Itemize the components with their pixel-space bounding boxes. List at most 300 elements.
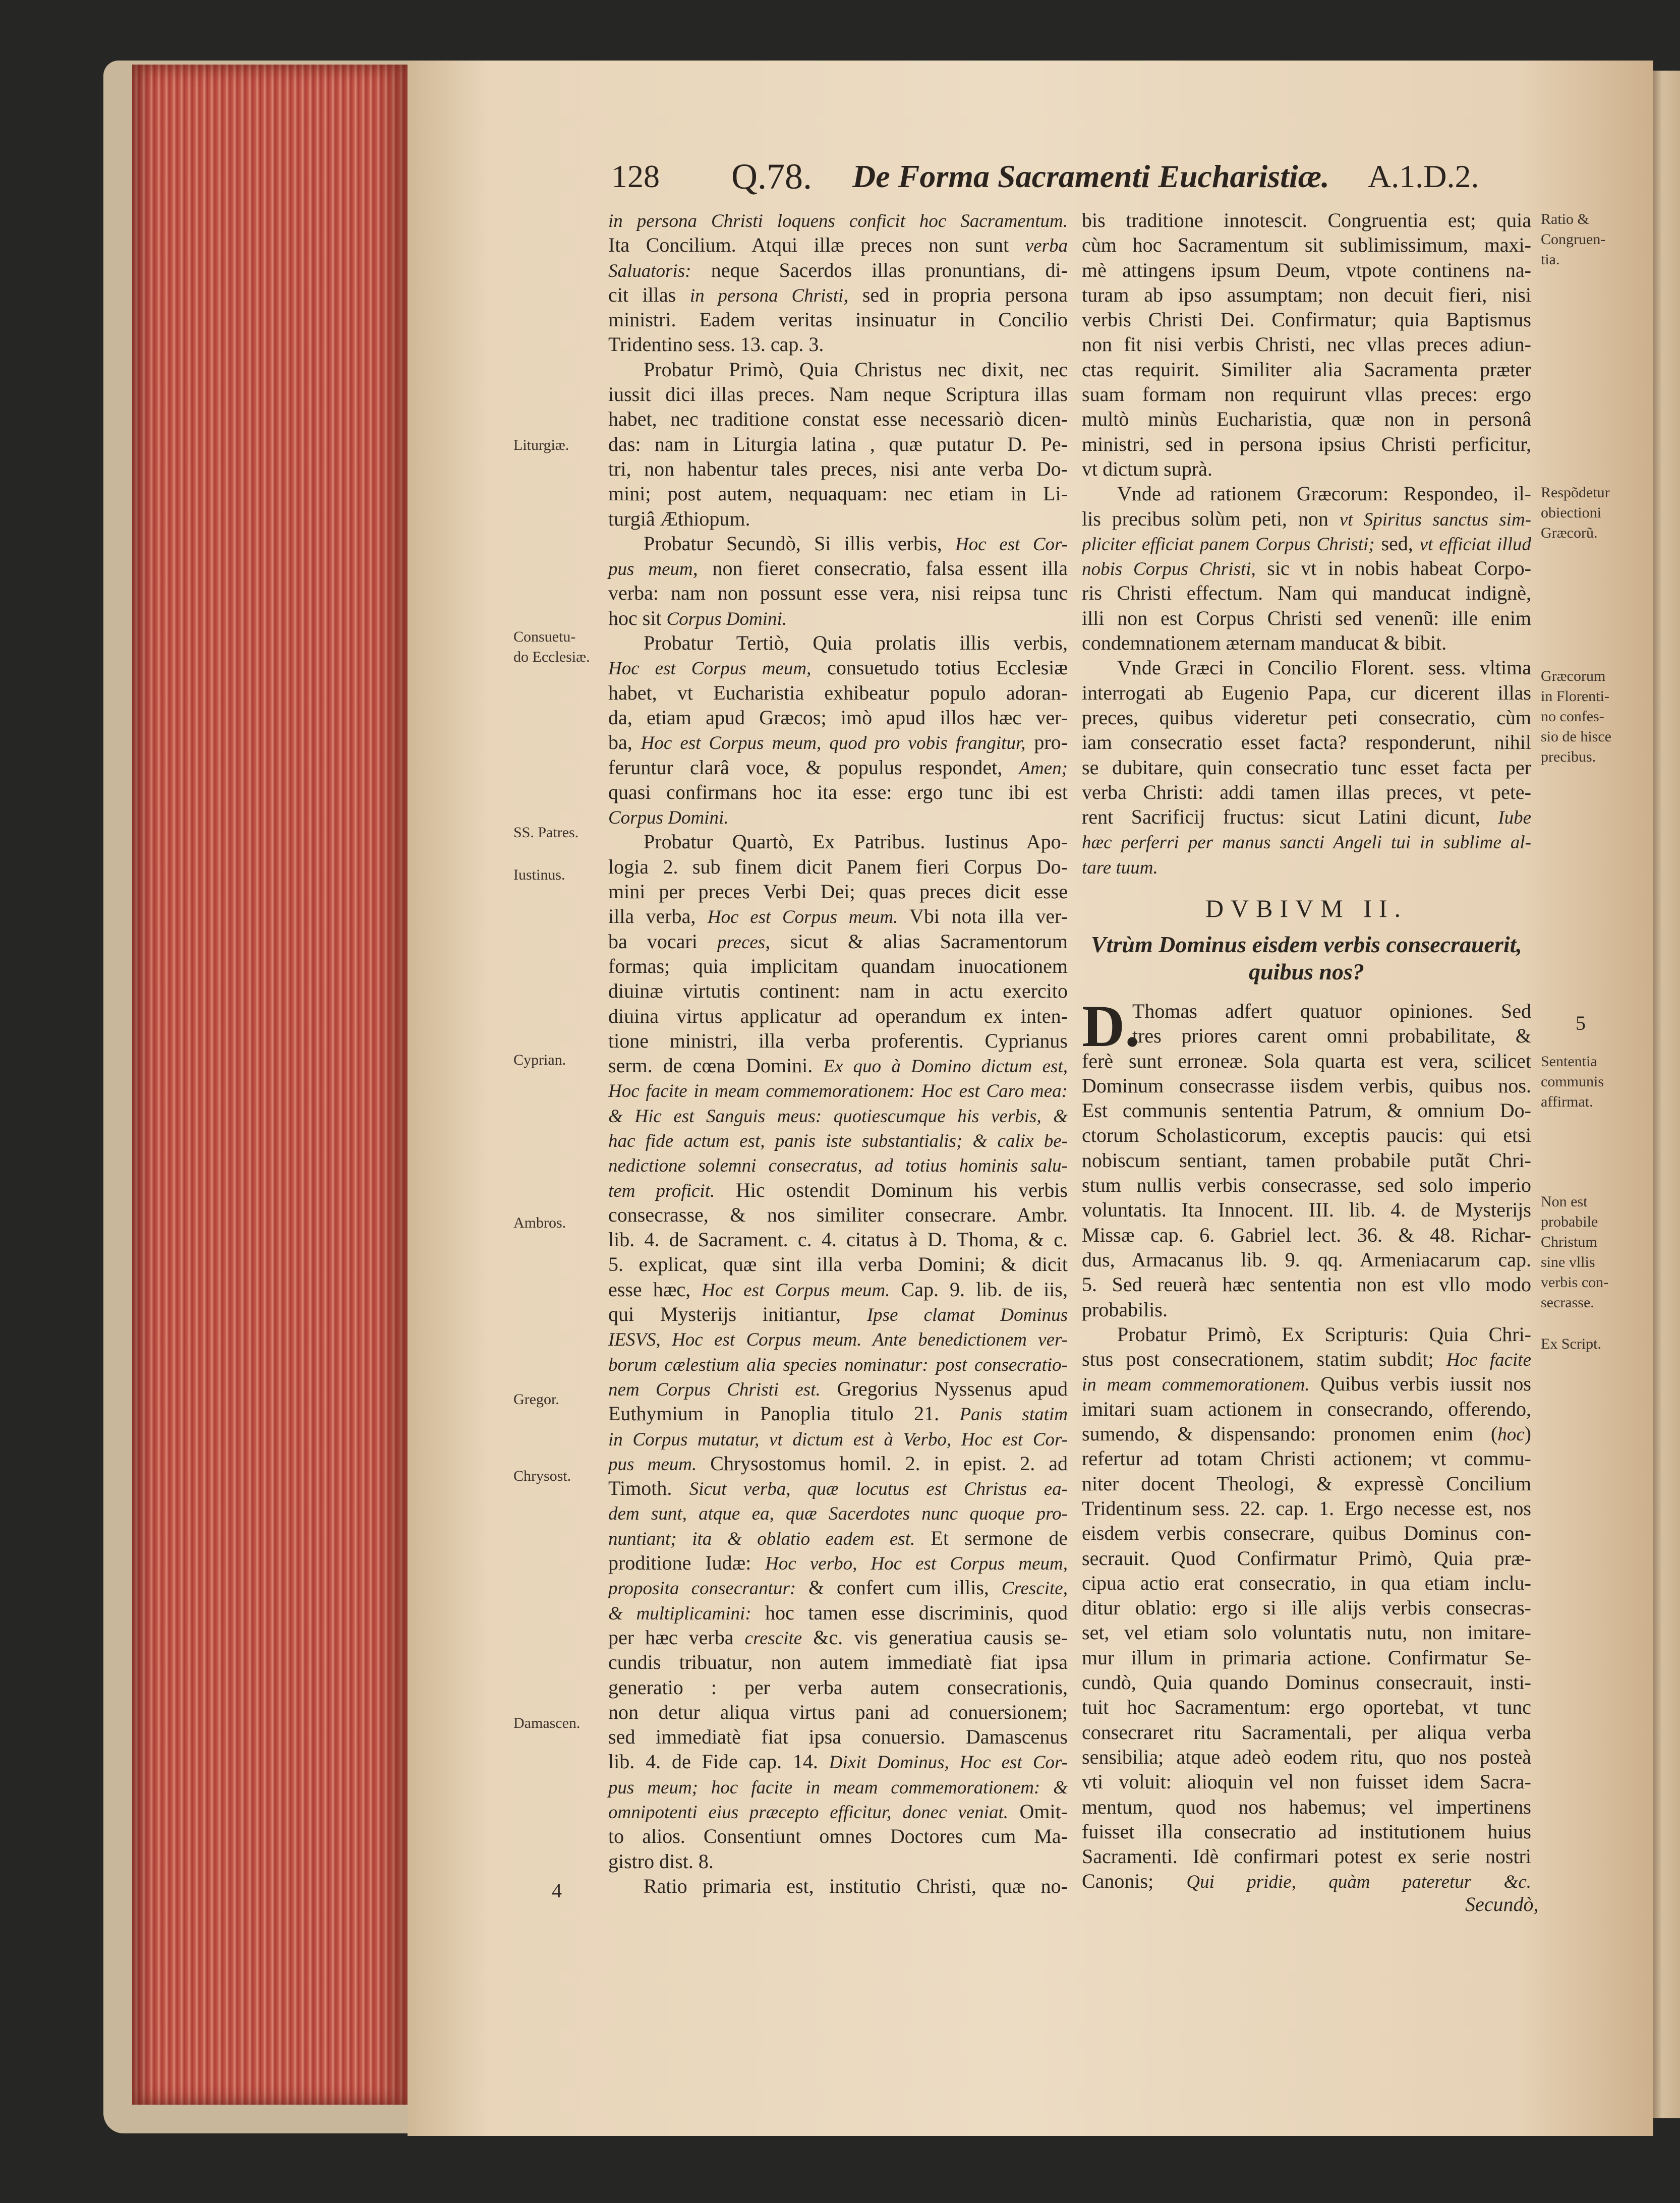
- italic-text: Ex quo à Domino dictum est,: [823, 1056, 1068, 1077]
- text-line: [608, 680, 1068, 705]
- text-line: [608, 1550, 1068, 1575]
- text: sumendo, & dispensando: pronomen enim (: [1082, 1422, 1498, 1445]
- margin-note-line: Congruen-: [1541, 231, 1606, 248]
- text-line: [608, 755, 1068, 780]
- text-line: [1082, 1794, 1531, 1819]
- text-line: [1082, 1869, 1531, 1893]
- margin-note-line: Gregor.: [513, 1391, 559, 1408]
- text: formas; quia implicitam quandam inuocationem: [608, 954, 1068, 977]
- text-line: [1082, 1322, 1531, 1347]
- text-line: [1082, 1421, 1531, 1446]
- text-line: [1082, 531, 1531, 556]
- text: verba: nam non possunt esse vera, nisi reipsa tunc: [608, 582, 1068, 605]
- text: Est communis sententia Patrum, & omnium Do-: [1082, 1099, 1531, 1122]
- italic-text: pus meum: [608, 559, 693, 580]
- text-line: [1082, 1844, 1531, 1869]
- running-title: De Forma Sacramenti Eucharistiæ.: [852, 158, 1329, 194]
- text-line: [608, 282, 1068, 307]
- text: , sicut & alias Sacramentorum: [765, 930, 1068, 953]
- text-line: [1082, 1620, 1531, 1645]
- italic-text: Saluatoris:: [608, 260, 691, 281]
- text: Quibus verbis iussit nos: [1309, 1372, 1531, 1396]
- margin-note-line: Græcorum: [1541, 668, 1606, 684]
- text: Ita Concilium. Atqui illæ preces non sunt: [608, 234, 1025, 257]
- margin-note-line: probabile: [1541, 1213, 1598, 1230]
- text: serm. de cœna Domini.: [608, 1054, 824, 1077]
- text: imitari suam actionem in consecrando, offerendo,: [1082, 1397, 1531, 1420]
- text-line: [1082, 1173, 1531, 1197]
- text: 5. Sed reuerà hæc sententia non est vllo modo: [1082, 1273, 1531, 1296]
- text: neque Sacerdos illas pronuntians, di-: [691, 258, 1068, 281]
- drop-cap: D.: [1082, 993, 1140, 1059]
- text: & confert cum illis,: [796, 1576, 1002, 1599]
- text-line: [608, 1103, 1068, 1128]
- margin-note: [513, 1053, 566, 1073]
- margin-note: [513, 825, 578, 845]
- text: proditione Iudæ:: [608, 1551, 766, 1575]
- margin-note-line: Græcorũ.: [1541, 525, 1598, 541]
- text-line: [608, 1526, 1068, 1550]
- text-line: [1082, 854, 1531, 879]
- text: interrogati ab Eugenio Papa, cur dicerent illas: [1082, 681, 1531, 704]
- text-line: [1082, 1745, 1531, 1769]
- text: secrauit. Quod Confirmatur Primò, Quia præ-: [1082, 1546, 1531, 1570]
- text: consecrasse, & nos similiter consecrare. Ambr.: [608, 1203, 1068, 1226]
- italic-text: hac fide actum est, panis iste substantialis; & calix be-: [608, 1130, 1068, 1151]
- text: verba Christi: addi tamen illas preces, vt pete-: [1082, 780, 1531, 803]
- text-line: [608, 1799, 1068, 1824]
- text-line: [1082, 1670, 1531, 1695]
- text-line: [1082, 1695, 1531, 1719]
- text: sensibilia; atque adeò eodem ritu, quo nos posteà: [1082, 1745, 1531, 1768]
- text-line: [608, 1128, 1068, 1152]
- text: bis traditione innotescit. Congruentia est; quia: [1082, 209, 1531, 231]
- text: diuina virtus applicatur ad operandum ex inten-: [608, 1004, 1068, 1027]
- margin-note-line: Respõdetur: [1541, 484, 1610, 501]
- italic-text: hoc: [1497, 1424, 1525, 1445]
- italic-text: vt Spiritus sanctus sim-: [1339, 509, 1532, 530]
- text: sed,: [1374, 532, 1420, 555]
- text: lib. 4. de Sacrament. c. 4. citatus à D. Thoma, & c.: [608, 1228, 1068, 1251]
- signature-mark: 4: [552, 1879, 562, 1902]
- text-line: [1082, 1371, 1531, 1396]
- text: sed immediatè fiat ipsa conuersio. Damascenus: [608, 1725, 1068, 1749]
- text: Probatur Secundò, Si illis verbis,: [644, 532, 956, 555]
- text: sic vt in nobis habeat Corpo-: [1255, 557, 1531, 580]
- margin-note: [513, 438, 569, 458]
- text: lis precibus solùm peti, non: [1082, 507, 1340, 530]
- page-number: 128: [611, 158, 660, 194]
- text: iam consecratio esset facta? responderunt, nihil: [1082, 731, 1531, 754]
- text-line: [1082, 1073, 1531, 1098]
- text-line: [608, 382, 1068, 407]
- text: Omit-: [1008, 1800, 1068, 1823]
- text: vt dictum suprà.: [1082, 457, 1212, 480]
- text: esse hæc,: [608, 1278, 702, 1301]
- text-line: [608, 581, 1068, 605]
- text: Et sermone de: [915, 1526, 1068, 1549]
- text-line: [608, 1426, 1068, 1451]
- italic-text: preces: [717, 932, 766, 953]
- text-line: [608, 1152, 1068, 1177]
- text-line: [1082, 1297, 1531, 1322]
- paragraph: [1082, 1322, 1531, 1894]
- text-line: [608, 1476, 1068, 1500]
- text-line: [608, 1724, 1068, 1749]
- text: ditur oblatio: ergo si ille alijs verbis consecras-: [1082, 1596, 1531, 1619]
- margin-note-line: in Florenti-: [1541, 688, 1609, 705]
- text: tione ministri, illa verba proferentis. Cyprianus: [608, 1029, 1068, 1052]
- text: , non fieret consecratio, falsa essent illa: [692, 557, 1068, 580]
- italic-text: Amen;: [1019, 758, 1068, 779]
- text-line: [1082, 730, 1531, 755]
- text-line: [608, 780, 1068, 804]
- margin-note-line: Sententia: [1541, 1053, 1597, 1070]
- italic-text: Dixit Dominus, Hoc est Cor-: [829, 1752, 1068, 1773]
- text-line: [608, 1352, 1068, 1376]
- text-line: [608, 1824, 1068, 1848]
- text-line: [1082, 1769, 1531, 1794]
- margin-note-line: Consuetu-: [513, 628, 576, 645]
- margin-note: [513, 1392, 559, 1412]
- text-line: [1082, 481, 1531, 506]
- text-line: [608, 606, 1068, 630]
- margin-note-line: Christum: [1541, 1234, 1597, 1250]
- text: Missæ cap. 6. Gabriel lect. 36. & 48. Richar-: [1082, 1223, 1531, 1246]
- italic-text: in persona Christi: [689, 285, 844, 306]
- text-line: [1082, 606, 1531, 630]
- text: cundis tribuatur, non autem immediatè fiat ipsa: [608, 1651, 1068, 1674]
- text-line: [608, 1277, 1068, 1302]
- text: Cap. 9. lib. de iis,: [890, 1278, 1068, 1301]
- text-line: [608, 332, 1068, 357]
- margin-note-line: Damascen.: [513, 1715, 581, 1731]
- text: feruntur clarâ voce, & populus respondet,: [608, 756, 1019, 779]
- text-line: [608, 655, 1068, 680]
- red-page-edges: [132, 65, 409, 2105]
- margin-note: [1541, 669, 1611, 770]
- text-line: [1082, 1247, 1531, 1272]
- text: hoc sit: [608, 606, 667, 629]
- italic-text: in meam commemorationem.: [1082, 1374, 1310, 1396]
- text-line: [608, 1078, 1068, 1103]
- text: mini per preces Verbi Dei; quas preces dicit esse: [608, 880, 1068, 903]
- italic-text: Panis statim: [959, 1404, 1068, 1425]
- paragraph: [1082, 655, 1531, 879]
- text: Timoth.: [608, 1477, 689, 1500]
- text: niter docent Theologi, & expressè Concilium: [1082, 1472, 1531, 1495]
- text: Tridentinum sess. 22. cap. 1. Ergo necesse est, nos: [1082, 1496, 1531, 1520]
- text: dus, Armacanus lib. 9. qq. Armeniacarum cap.: [1082, 1248, 1531, 1271]
- text-line: [608, 879, 1068, 904]
- margin-note-line: secrasse.: [1541, 1294, 1594, 1311]
- italic-text: dem sunt, atque ea, quæ Sacerdotes nunc quoque pro-: [608, 1503, 1068, 1525]
- text-line: [608, 307, 1068, 332]
- text-line: [608, 705, 1068, 730]
- text-line: [1082, 1223, 1531, 1247]
- text: cùm hoc Sacramentum sit sublimissimum, maxi-: [1082, 234, 1531, 257]
- text-line: [608, 1227, 1068, 1252]
- italic-text: nem Corpus Christi est.: [608, 1379, 821, 1400]
- italic-text: verba: [1025, 236, 1068, 257]
- margin-note-line: SS. Patres.: [513, 824, 579, 841]
- section-heading: DVBIVM II.: [1205, 894, 1408, 922]
- text: Gregorius Nyssenus apud: [820, 1377, 1068, 1400]
- margin-note-line: obiectioni: [1541, 504, 1601, 521]
- margin-note: [513, 867, 565, 888]
- text-line: [608, 730, 1068, 755]
- text-line: [608, 1849, 1068, 1874]
- text-line: [608, 1376, 1068, 1401]
- text-line: [608, 1675, 1068, 1700]
- text: fuisset illa consecratio ad institutionem huius: [1082, 1820, 1531, 1843]
- text-line: [608, 1700, 1068, 1724]
- text: set, vel etiam solo voluntatis nutu, non imitare-: [1082, 1621, 1531, 1644]
- text: ministri, sed in persona ipsius Christi perficitur,: [1082, 432, 1531, 455]
- italic-text: in Corpus mutatur, vt dictum est à Verbo, Hoc est Cor-: [608, 1429, 1068, 1450]
- text-line: [1082, 1049, 1531, 1073]
- text: illa verba,: [608, 905, 708, 928]
- text: Hic ostendit Dominum his verbis: [715, 1178, 1068, 1201]
- margin-note: [1541, 1337, 1601, 1357]
- text: iussit dici illas preces. Nam neque Scriptura illas: [608, 383, 1068, 406]
- text: Ratio primaria est, institutio Christi, quæ no-: [644, 1874, 1068, 1897]
- left-column: [608, 208, 1068, 1898]
- italic-text: borum cælestium alia species nominatur: post consecratio-: [608, 1354, 1068, 1375]
- text: ministri. Eadem veritas insinuatur in Concilio: [608, 308, 1068, 331]
- margin-note-line: sine vllis: [1541, 1254, 1595, 1270]
- text: mini; post autem, nequaquam: nec etiam in Li-: [608, 482, 1068, 505]
- text: turgiâ Æthiopum.: [608, 507, 750, 530]
- text-line: [1082, 705, 1531, 730]
- margin-note-line: Non est: [1541, 1193, 1588, 1210]
- italic-text: Hoc verbo, Hoc est Corpus meum,: [765, 1553, 1068, 1575]
- text: Dominum consecrasse iisdem verbis, quibus nos.: [1082, 1074, 1531, 1097]
- margin-note-line: no confes-: [1541, 708, 1604, 725]
- text-line: [608, 1401, 1068, 1426]
- italic-text: IESVS, Hoc est Corpus meum. Ante benedictionem ver-: [608, 1329, 1068, 1351]
- text-line: [1082, 1023, 1531, 1048]
- catchword: Secundò,: [1465, 1893, 1539, 1916]
- margin-note-line: Chrysost.: [513, 1468, 571, 1484]
- text: ): [1524, 1422, 1531, 1445]
- italic-text: Hoc est Cor-: [955, 534, 1068, 555]
- text: Canonis;: [1082, 1870, 1187, 1893]
- text-line: [608, 407, 1068, 431]
- text-line: [1082, 1720, 1531, 1745]
- margin-note-line: Iustinus.: [513, 866, 565, 883]
- paragraph: [1082, 208, 1531, 481]
- text-line: [1082, 233, 1531, 257]
- right-column-bottom: [1082, 993, 1531, 1894]
- text-line: [608, 208, 1068, 233]
- text-line: [608, 1202, 1068, 1227]
- text-line: [608, 1326, 1068, 1351]
- italic-text: hæc perferri per manus sancti Angeli tui in sublime al-: [1082, 832, 1531, 853]
- text-line: [608, 1028, 1068, 1053]
- text-line: [1082, 407, 1531, 431]
- text-line: [608, 1500, 1068, 1525]
- text: da, etiam apud Græcos; imò apud illos hæc ver-: [608, 706, 1068, 729]
- italic-text: tare tuum.: [1082, 857, 1158, 878]
- text: eisdem verbis consecrare, quibus Dominus con-: [1082, 1522, 1531, 1545]
- text: , sed in propria persona: [843, 283, 1068, 306]
- text-line: [1082, 258, 1531, 282]
- text-line: [608, 1178, 1068, 1202]
- text-line: [1082, 282, 1531, 307]
- margin-note-line: Ambros.: [513, 1214, 566, 1231]
- text: Probatur Primò, Quia Christus nec dixit, nec: [644, 358, 1068, 381]
- text-line: [1082, 1819, 1531, 1844]
- text: suam formam non requirunt vllas preces: ergo: [1082, 383, 1531, 406]
- text-line: [1082, 1446, 1531, 1471]
- text: tri, non habentur tales preces, nisi ante verba Do-: [608, 457, 1068, 480]
- text-line: [1082, 506, 1531, 531]
- margin-note-line: sio de hisce: [1541, 728, 1611, 745]
- italic-text: crescite: [744, 1628, 802, 1649]
- next-page-edge: [1650, 71, 1680, 2118]
- text-line: [1082, 999, 1531, 1023]
- text: lib. 4. de Fide cap. 14.: [608, 1750, 829, 1773]
- text-line: [608, 904, 1068, 929]
- text: Sacramenti. Idè confirmari potest ex serie nostri: [1082, 1845, 1531, 1868]
- text: pro-: [1025, 731, 1068, 754]
- text: Probatur Tertiò, Quia prolatis illis verbis,: [644, 631, 1068, 655]
- margin-note-line: do Ecclesiæ.: [513, 649, 590, 665]
- text-line: [1082, 1521, 1531, 1545]
- italic-text: Hoc facite in meam commemorationem: Hoc est Caro mea:: [608, 1081, 1068, 1102]
- margin-note-line: tia.: [1541, 251, 1560, 268]
- text: Probatur Quartò, Ex Patribus. Iustinus Apo-: [644, 830, 1068, 853]
- text: vti voluit: alioquin vel non fuisset idem Sacra-: [1082, 1770, 1531, 1793]
- text: gistro dist. 8.: [608, 1849, 714, 1873]
- text-line: [1082, 655, 1531, 680]
- text: tuit hoc Sacramentum: ergo oportebat, vt tunc: [1082, 1696, 1531, 1719]
- text-line: [608, 1650, 1068, 1674]
- margin-note: [513, 1469, 571, 1489]
- text: das: nam in Liturgia latina , quæ putatur D. Pe-: [608, 432, 1068, 455]
- text-line: [1082, 1272, 1531, 1297]
- margin-note-line: verbis con-: [1541, 1274, 1609, 1291]
- text: stus post consecrationem, statim subdit;: [1082, 1348, 1446, 1371]
- italic-text: pliciter efficiat panem Corpus Christi;: [1082, 534, 1375, 555]
- text-line: [1082, 307, 1531, 332]
- italic-text: Hoc est Corpus meum,: [608, 658, 812, 679]
- text-line: [1082, 432, 1531, 456]
- text-line: [1082, 581, 1531, 605]
- paragraph: [608, 531, 1068, 630]
- text-line: [1082, 1645, 1531, 1670]
- italic-text: Hoc est Corpus meum.: [702, 1280, 890, 1301]
- paragraph: [608, 1874, 1068, 1898]
- text-line: [608, 531, 1068, 556]
- text: generatio : per verba autem consecrationis,: [608, 1675, 1068, 1699]
- article-reference: A.1.D.2.: [1368, 158, 1479, 194]
- text-line: [608, 456, 1068, 481]
- text-line: [608, 233, 1068, 257]
- text: cipua actio erat consecratio, in qua etiam inclu-: [1082, 1571, 1531, 1594]
- italic-text: & multiplicamini:: [608, 1603, 751, 1624]
- text: ba,: [608, 731, 641, 754]
- text-line: [1082, 1347, 1531, 1371]
- italic-text: Crescite,: [1001, 1578, 1068, 1599]
- text: se dubitare, quin consecratio tunc esset facta per: [1082, 756, 1531, 779]
- text: stum nullis verbis consecrasse, sed solo imperio: [1082, 1174, 1531, 1197]
- text: Tridentino sess. 13. cap. 3.: [608, 333, 824, 356]
- text: habet, nec traditione constat esse necessariò dicen-: [608, 408, 1068, 431]
- text: turam ab ipso assumptam; non decuit fieri, nisi: [1082, 283, 1531, 306]
- italic-text: & Hic est Sanguis meus: quotiescumque his verbis, &: [608, 1106, 1068, 1127]
- text-line: [1082, 1471, 1531, 1496]
- text: voluntatis. Ita Innocent. III. lib. 4. de Mysterijs: [1082, 1198, 1531, 1222]
- text-line: [1082, 804, 1531, 829]
- text: probabilis.: [1082, 1298, 1168, 1321]
- text: hoc tamen esse discriminis, quod: [751, 1601, 1068, 1624]
- italic-text: nuntiant; ita & oblatio eadem est.: [608, 1528, 915, 1549]
- text: ferè sunt erroneæ. Sola quarta est vera, scilicet: [1082, 1049, 1531, 1072]
- text: illi non est Corpus Christi sed venenũ: ille enim: [1082, 606, 1531, 629]
- text-line: [608, 978, 1068, 1003]
- text: mur illum in primaria actione. Confirmatur Se-: [1082, 1646, 1531, 1669]
- text-line: [608, 829, 1068, 854]
- text-line: [608, 804, 1068, 829]
- text-line: [1082, 332, 1531, 357]
- text: verbis Christi Dei. Confirmatur; quia Baptismus: [1082, 308, 1531, 331]
- text-line: [608, 357, 1068, 382]
- text: quasi confirmans hoc ita esse: ergo tunc ibi est: [608, 780, 1068, 803]
- text: Vnde ad rationem Græcorum: Respondeo, il-: [1117, 482, 1531, 505]
- text: qui Mysterijs initiantur,: [608, 1303, 867, 1326]
- text-line: [608, 258, 1068, 282]
- text: ba vocari: [608, 930, 717, 953]
- margin-note-line: Ratio &: [1541, 211, 1589, 227]
- section-question-line: Vtrùm Dominus eisdem verbis consecrauerit,: [1091, 932, 1522, 957]
- text-line: [608, 1053, 1068, 1078]
- text-line: [1082, 1197, 1531, 1222]
- text: condemnationem æternam manducat & bibit.: [1082, 631, 1447, 655]
- text: Probatur Primò, Ex Scripturis: Quia Chri-: [1117, 1322, 1531, 1346]
- text-line: [1082, 780, 1531, 804]
- text: mè attingens ipsum Deum, vtpote continens na-: [1082, 258, 1531, 281]
- text: Chrysostomus homil. 2. in epist. 2. ad: [697, 1452, 1068, 1475]
- text: rent Sacrificij fructus: sicut Latini dicunt,: [1082, 805, 1498, 829]
- italic-text: in persona Christi loquens conficit hoc Sacramentum.: [608, 211, 1068, 231]
- text-line: [608, 929, 1068, 954]
- margin-note-line: precibus.: [1541, 748, 1596, 765]
- margin-note-line: Cyprian.: [513, 1052, 566, 1068]
- text: Vbi nota illa ver-: [898, 905, 1068, 928]
- text-line: [1082, 456, 1531, 481]
- text-line: [608, 506, 1068, 531]
- text: ctas requirit. Similiter alia Sacramenta præter: [1082, 358, 1531, 381]
- margin-note: [513, 629, 590, 670]
- margin-note: [1541, 485, 1610, 546]
- text: tres priores carent omni probabilitate, &: [1132, 1024, 1531, 1048]
- italic-text: Hoc facite: [1446, 1350, 1531, 1371]
- text-line: [608, 1774, 1068, 1799]
- margin-note-line: communis: [1541, 1073, 1604, 1090]
- text-line: [608, 1004, 1068, 1028]
- paragraph: [608, 208, 1068, 357]
- text-line: [608, 1625, 1068, 1650]
- text: multò minùs Eucharistia, quæ non in personâ: [1082, 408, 1531, 431]
- text-line: [1082, 755, 1531, 780]
- question-number: Q.78.: [731, 156, 812, 197]
- text-line: [1082, 1397, 1531, 1421]
- text-line: [1082, 1123, 1531, 1147]
- italic-text: Ipse clamat Dominus: [866, 1305, 1068, 1326]
- italic-text: Hoc est Corpus meum.: [707, 907, 898, 928]
